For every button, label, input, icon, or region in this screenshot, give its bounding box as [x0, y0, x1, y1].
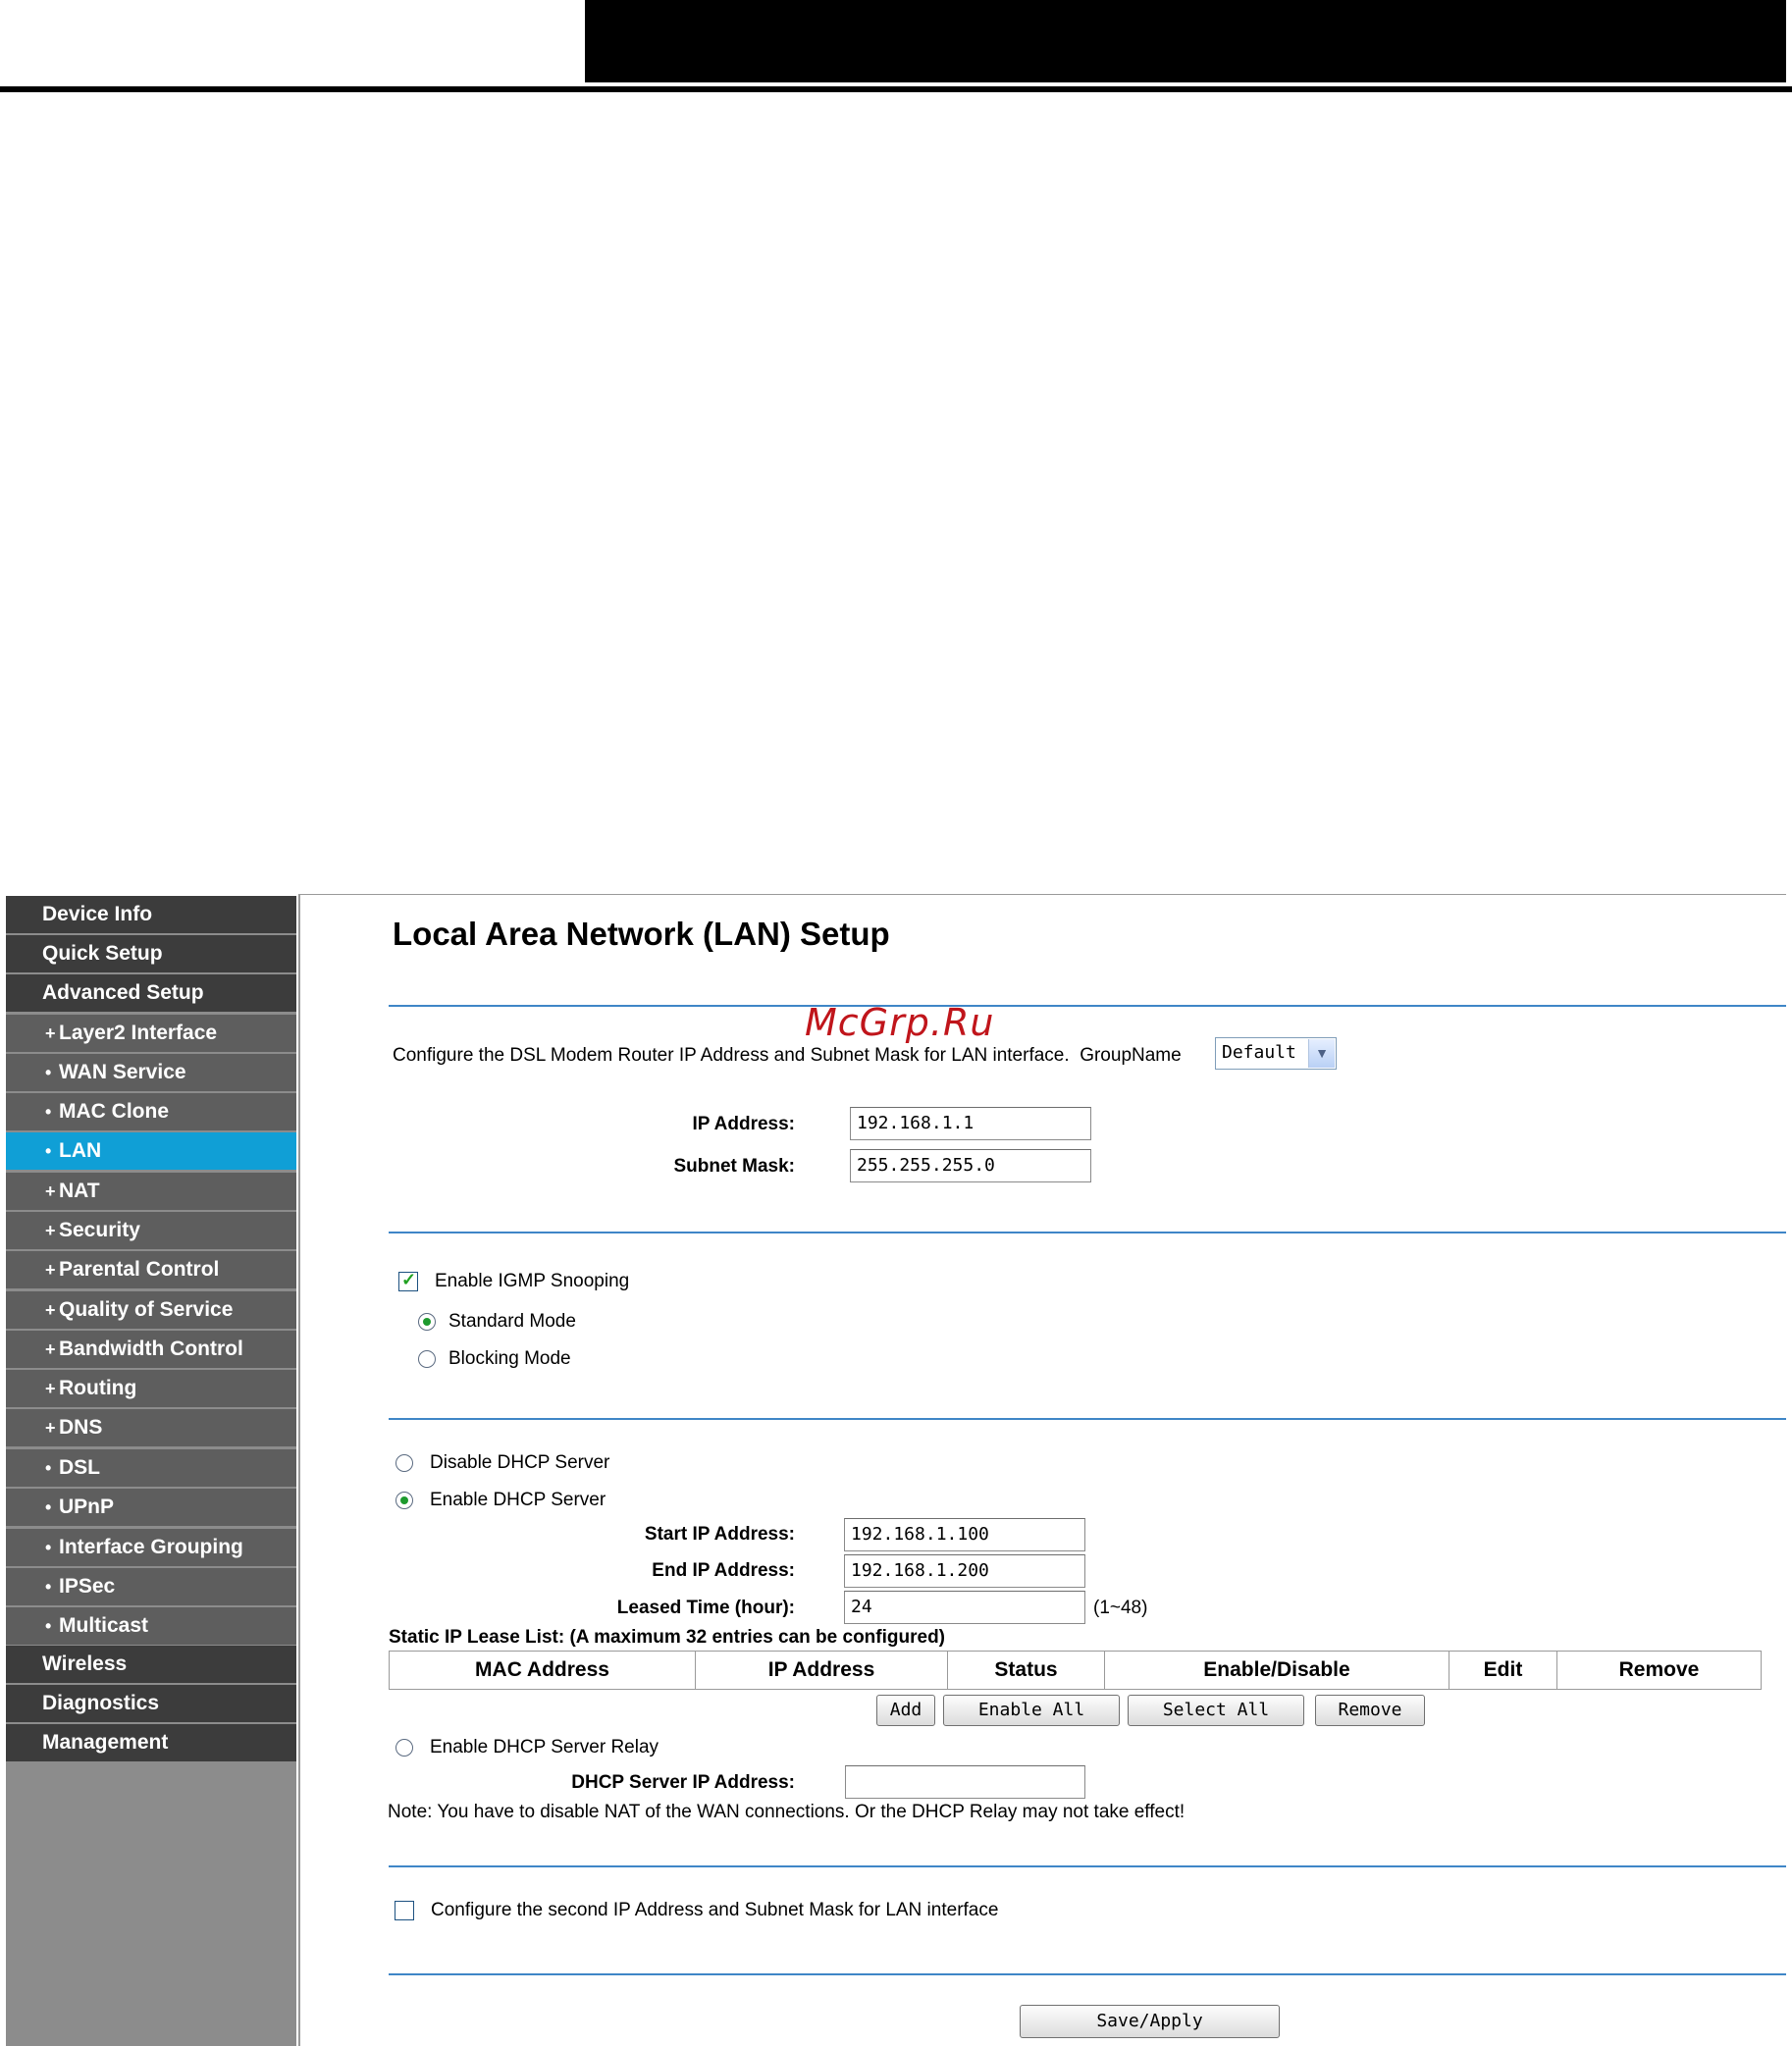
sidebar: [6, 896, 296, 2046]
sidebar-item-wan-service[interactable]: • WAN Service: [6, 1054, 296, 1091]
standard-mode-radio[interactable]: [418, 1313, 436, 1331]
section-divider: [389, 1005, 1786, 1007]
enable-dhcp-radio[interactable]: [395, 1492, 413, 1509]
groupname-select[interactable]: [1215, 1037, 1337, 1070]
dhcp-server-ip-input[interactable]: [845, 1765, 1085, 1799]
bullet-icon: •: [45, 1538, 52, 1557]
sidebar-item-routing[interactable]: + Routing: [6, 1370, 296, 1407]
frame-border-left: [298, 894, 300, 2046]
remove-button[interactable]: Remove: [1315, 1695, 1425, 1726]
blocking-mode-radio[interactable]: [418, 1350, 436, 1368]
watermark: McGrp.Ru: [805, 1001, 995, 1044]
groupname-value: Default: [1222, 1042, 1296, 1063]
column-header-remove: Remove: [1557, 1652, 1762, 1690]
save-apply-button[interactable]: Save/Apply: [1020, 2005, 1280, 2038]
header-bar: [585, 0, 1786, 82]
dhcp-server-ip-label: DHCP Server IP Address:: [571, 1772, 795, 1793]
subnet-mask-label: Subnet Mask:: [673, 1156, 795, 1177]
sidebar-item-parental-control[interactable]: + Parental Control: [6, 1251, 296, 1288]
subnet-mask-input[interactable]: 255.255.255.0: [850, 1149, 1091, 1182]
dhcp-relay-note: Note: You have to disable NAT of the WAN connections. Or the DHCP Relay may not take effect!: [388, 1802, 1186, 1822]
section-divider: [389, 1418, 1786, 1420]
sidebar-item-advanced-setup[interactable]: Advanced Setup: [6, 974, 296, 1012]
bullet-icon: •: [45, 1141, 52, 1161]
section-divider: [389, 1973, 1786, 1975]
bullet-icon: •: [45, 1063, 52, 1082]
select-all-button[interactable]: Select All: [1128, 1695, 1304, 1726]
section-divider: [389, 1232, 1786, 1233]
ip-address-label: IP Address:: [692, 1114, 795, 1134]
frame-border-top: [298, 894, 1786, 895]
ip-address-input[interactable]: 192.168.1.1: [850, 1107, 1091, 1140]
sidebar-item-upnp[interactable]: • UPnP: [6, 1489, 296, 1526]
disable-dhcp-label: Disable DHCP Server: [430, 1452, 610, 1473]
column-header-edit: Edit: [1449, 1652, 1557, 1690]
sidebar-item-quality-of-service[interactable]: + Quality of Service: [6, 1291, 296, 1329]
start-ip-input[interactable]: 192.168.1.100: [844, 1518, 1085, 1551]
chevron-down-icon[interactable]: ▼: [1308, 1039, 1335, 1068]
enable-all-button[interactable]: Enable All: [943, 1695, 1120, 1726]
sidebar-item-security[interactable]: + Security: [6, 1212, 296, 1249]
expand-plus-icon: +: [45, 1339, 56, 1359]
expand-plus-icon: +: [45, 1379, 56, 1398]
bullet-icon: •: [45, 1497, 52, 1517]
checkmark-icon: ✓: [401, 1270, 417, 1289]
column-header-enable: Enable/Disable: [1105, 1652, 1449, 1690]
expand-plus-icon: +: [45, 1023, 56, 1043]
column-header-status: Status: [948, 1652, 1105, 1690]
expand-plus-icon: +: [45, 1260, 56, 1280]
disable-dhcp-radio[interactable]: [395, 1454, 413, 1472]
bullet-icon: •: [45, 1102, 52, 1122]
sidebar-item-lan[interactable]: • LAN: [6, 1132, 296, 1170]
sidebar-item-quick-setup[interactable]: Quick Setup: [6, 935, 296, 972]
sidebar-item-bandwidth-control[interactable]: + Bandwidth Control: [6, 1331, 296, 1368]
bullet-icon: •: [45, 1577, 52, 1597]
dhcp-relay-radio[interactable]: [395, 1739, 413, 1757]
sidebar-item-nat[interactable]: + NAT: [6, 1173, 296, 1210]
static-lease-title: Static IP Lease List: (A maximum 32 entries can be configured): [389, 1627, 946, 1648]
start-ip-label: Start IP Address:: [644, 1524, 795, 1545]
leased-time-label: Leased Time (hour):: [616, 1598, 795, 1618]
sidebar-item-management[interactable]: Management: [6, 1724, 296, 1761]
sidebar-item-layer2-interface[interactable]: + Layer2 Interface: [6, 1015, 296, 1052]
bullet-icon: •: [45, 1616, 52, 1636]
leased-time-range: (1~48): [1093, 1598, 1148, 1618]
leased-time-input[interactable]: 24: [844, 1591, 1085, 1624]
sidebar-item-dns[interactable]: + DNS: [6, 1409, 296, 1446]
sidebar-item-mac-clone[interactable]: • MAC Clone: [6, 1093, 296, 1130]
table-header-row: [390, 1652, 1762, 1690]
add-button[interactable]: Add: [876, 1695, 935, 1726]
section-divider: [389, 1865, 1786, 1867]
intro-text: Configure the DSL Modem Router IP Address and Subnet Mask for LAN interface. GroupName: [393, 1045, 1182, 1066]
dhcp-relay-label: Enable DHCP Server Relay: [430, 1737, 659, 1757]
enable-dhcp-label: Enable DHCP Server: [430, 1490, 606, 1510]
sidebar-item-wireless[interactable]: Wireless: [6, 1646, 296, 1683]
sidebar-item-interface-grouping[interactable]: • Interface Grouping: [6, 1529, 296, 1566]
sidebar-item-dsl[interactable]: • DSL: [6, 1449, 296, 1487]
standard-mode-label: Standard Mode: [448, 1311, 576, 1332]
expand-plus-icon: +: [45, 1300, 56, 1320]
bullet-icon: •: [45, 1458, 52, 1478]
second-ip-checkbox[interactable]: [395, 1901, 414, 1920]
second-ip-label: Configure the second IP Address and Subnet Mask for LAN interface: [431, 1900, 999, 1920]
igmp-snooping-label: Enable IGMP Snooping: [435, 1271, 630, 1291]
static-lease-table: [389, 1651, 1762, 1690]
expand-plus-icon: +: [45, 1418, 56, 1438]
sidebar-item-diagnostics[interactable]: Diagnostics: [6, 1685, 296, 1722]
header-divider: [0, 86, 1792, 92]
sidebar-item-multicast[interactable]: • Multicast: [6, 1607, 296, 1645]
expand-plus-icon: +: [45, 1181, 56, 1201]
column-header-mac: MAC Address: [390, 1652, 696, 1690]
blocking-mode-label: Blocking Mode: [448, 1348, 571, 1369]
column-header-ip: IP Address: [696, 1652, 948, 1690]
groupname-label: GroupName: [1080, 1045, 1182, 1066]
igmp-snooping-checkbox[interactable]: [398, 1272, 418, 1291]
end-ip-input[interactable]: 192.168.1.200: [844, 1554, 1085, 1588]
page-title: Local Area Network (LAN) Setup: [393, 916, 890, 952]
expand-plus-icon: +: [45, 1221, 56, 1240]
sidebar-item-device-info[interactable]: Device Info: [6, 896, 296, 933]
sidebar-item-ipsec[interactable]: • IPSec: [6, 1568, 296, 1605]
end-ip-label: End IP Address:: [652, 1560, 795, 1581]
